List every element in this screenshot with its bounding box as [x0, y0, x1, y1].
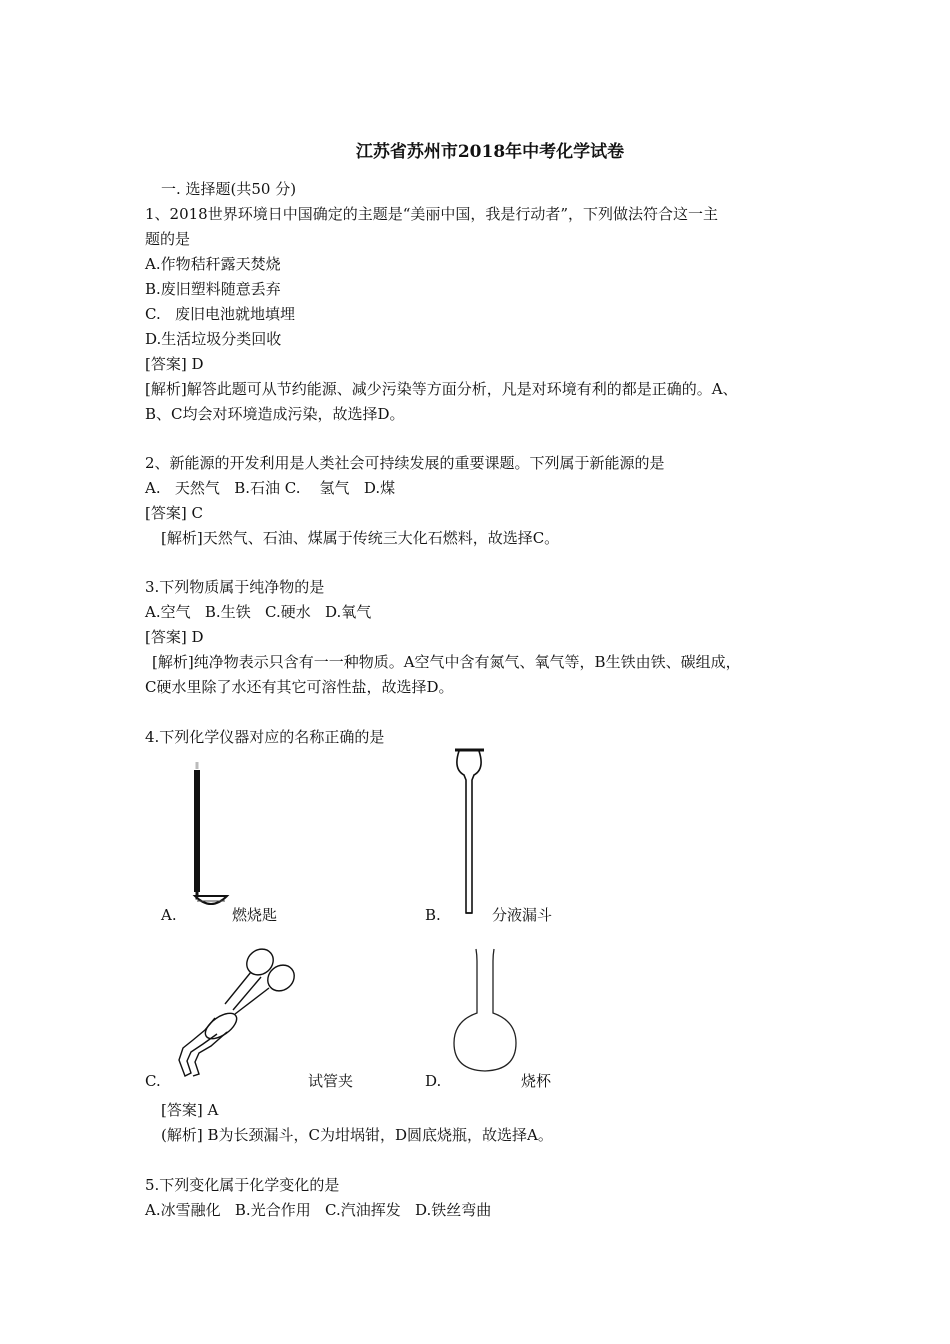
q4-b-letter: B. — [425, 906, 441, 924]
q4-a-letter: A. — [161, 906, 177, 924]
q5-options: A.冰雪融化 B.光合作用 C.汽油挥发 D.铁丝弯曲 — [145, 1201, 492, 1219]
q2-options: A. 天然气 B.石油 C. 氢气 D.煤 — [145, 479, 396, 497]
q1-analysis-line1: [解析]解答此题可从节约能源、减少污染等方面分析，凡是对环境有利的都是正确的。A、 — [145, 380, 738, 398]
q1-stem-line1: 1、2018世界环境日中国确定的主题是“美丽中国，我是行动者”，下列做法符合这一主 — [145, 205, 719, 223]
page-title: 江苏省苏州市2018年中考化学试卷 — [355, 142, 625, 162]
q4-a-name: 燃烧匙 — [232, 906, 278, 924]
q1-answer: [答案] D — [145, 355, 204, 373]
round-bottom-flask-image — [450, 945, 522, 1075]
q2-answer: [答案] C — [145, 504, 203, 522]
q1-option-d: D.生活垃圾分类回收 — [145, 330, 282, 348]
q3-options: A.空气 B.生铁 C.硬水 D.氧气 — [145, 603, 372, 621]
q5-stem: 5.下列变化属于化学变化的是 — [145, 1176, 340, 1194]
q4-analysis: (解析] B为长颈漏斗，C为坩埚钳，D圆底烧瓶，故选择A。 — [161, 1126, 553, 1144]
q3-analysis-line2: C硬水里除了水还有其它可溶性盐，故选择D。 — [145, 678, 454, 696]
q4-b-name: 分液漏斗 — [492, 906, 553, 924]
q2-analysis: [解析]天然气、石油、煤属于传统三大化石燃料，故选择C。 — [161, 529, 560, 547]
q4-c-name: 试管夹 — [308, 1072, 354, 1090]
q4-d-letter: D. — [425, 1072, 442, 1090]
q1-stem-line2: 题的是 — [145, 230, 191, 248]
q3-analysis-line1: [解析]纯净物表示只含有一一种物质。A空气中含有氮气、氧气等，B生铁由铁、碳组成， — [152, 653, 741, 671]
q4-stem: 4.下列化学仪器对应的名称正确的是 — [145, 728, 385, 746]
q1-option-b: B.废旧塑料随意丢弃 — [145, 280, 281, 298]
q4-answer: [答案] A — [161, 1101, 219, 1119]
q3-answer: [答案] D — [145, 628, 204, 646]
q1-analysis-line2: B、C均会对环境造成污染，故选择D。 — [145, 405, 405, 423]
combustion-spoon-image — [185, 760, 235, 910]
q3-stem: 3.下列物质属于纯净物的是 — [145, 578, 325, 596]
q2-stem: 2、新能源的开发利用是人类社会可持续发展的重要课题。下列属于新能源的是 — [145, 454, 665, 472]
section-heading: 一. 选择题(共50 分) — [161, 180, 297, 198]
q4-d-name: 烧杯 — [521, 1072, 552, 1090]
crucible-tongs-image — [165, 940, 305, 1085]
long-neck-funnel-image — [450, 745, 490, 917]
q1-option-c: C. 废旧电池就地填埋 — [145, 305, 296, 323]
q1-option-a: A.作物秸秆露天焚烧 — [145, 255, 281, 273]
q4-c-letter: C. — [145, 1072, 161, 1090]
